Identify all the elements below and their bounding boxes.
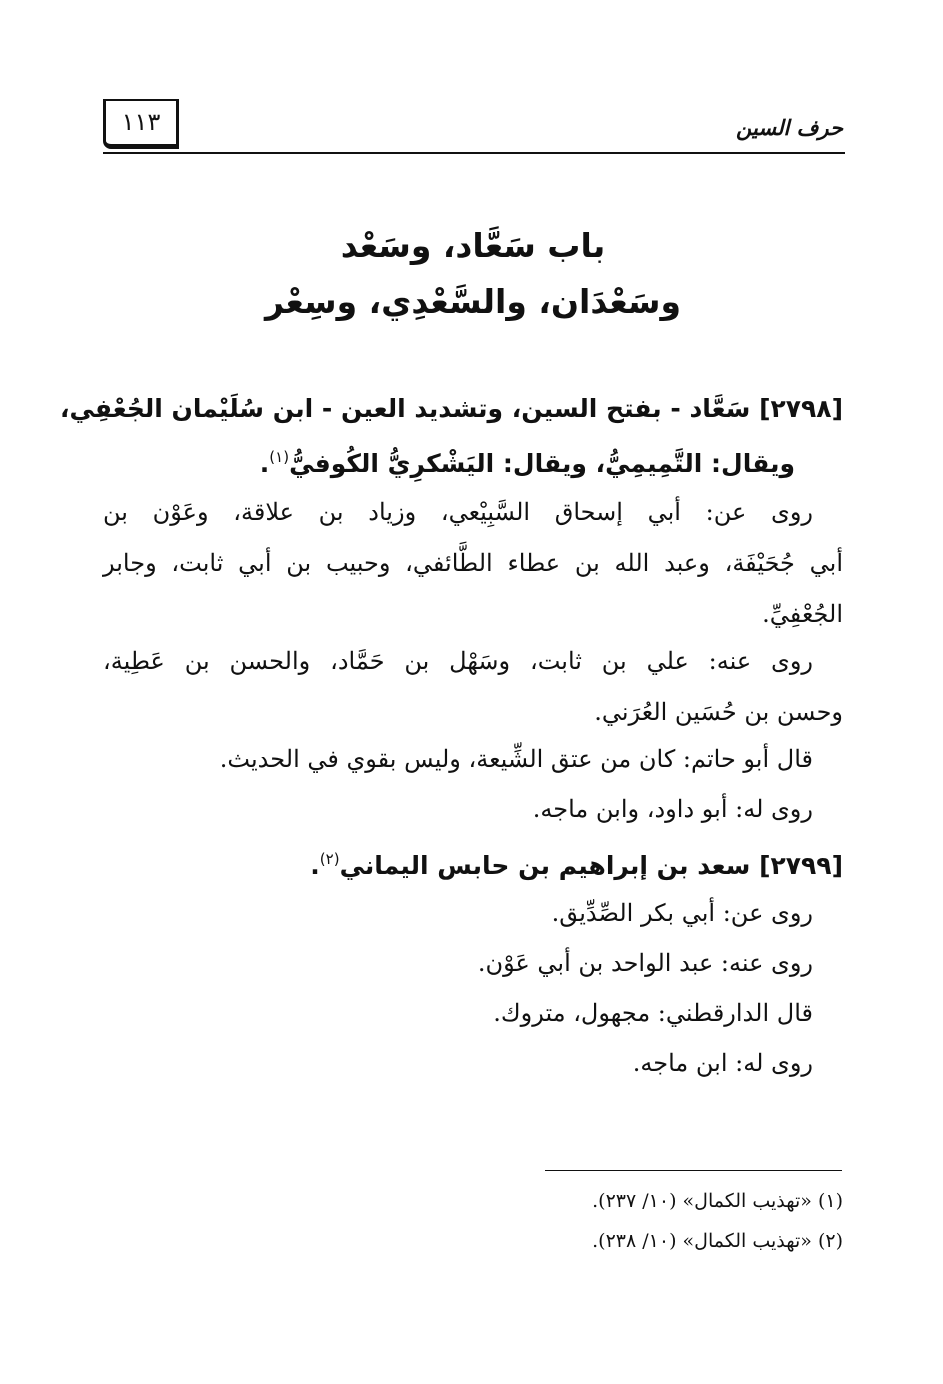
entry-heading-end: . — [310, 851, 320, 880]
narrated-by-line: روى عنه: علي بن ثابت، وسَهْل بن حَمَّاد، والحسن بن عَطِية، — [103, 647, 813, 675]
footnote-marker[interactable]: (١) — [269, 448, 290, 466]
footnote: (١) «تهذيب الكمال» (١٠/ ٢٣٧). — [592, 1190, 843, 1212]
critic-statement: قال أبو حاتم: كان من عتق الشِّيعة، وليس بقوي في الحديث. — [219, 745, 813, 773]
running-title: حرف السين — [736, 116, 843, 140]
entry-heading-continued — [260, 437, 795, 484]
footnote-marker[interactable]: (٢) — [319, 850, 340, 868]
entry-heading-end: . — [259, 449, 270, 478]
narrated-by-line: روى عنه: عبد الواحد بن أبي عَوْن. — [477, 949, 813, 977]
chapter-title-line2: وسَعْدَان، والسَّعْدِي، وسِعْر — [264, 282, 682, 321]
critic-statement: قال الدارقطني: مجهول، متروك. — [493, 999, 813, 1027]
entry-heading-text: ويقال: التَّمِيمِيُّ، ويقال: اليَشْكرِيُّ الكُوفيُّ — [289, 449, 795, 478]
entry-number: [٢٧٩٨] — [759, 394, 843, 423]
entry-number: [٢٧٩٩] — [759, 851, 843, 880]
narrated-from-line: أبي جُحَيْفَة، وعبد الله بن عطاء الطَّائفي، وحبيب بن أبي ثابت، وجابر — [103, 549, 843, 577]
entry-heading — [310, 839, 843, 886]
page-number: ١١٣ — [103, 99, 179, 149]
entry-heading-text: سَعَّاد - بفتح السين، وتشديد العين - ابن سُلَيْمان الجُعْفِي، — [59, 394, 751, 423]
narrated-from-line: الجُعْفِيِّ. — [762, 600, 843, 628]
narrated-from-line: روى عن: أبي إسحاق السَّبِيْعي، وزياد بن علاقة، وعَوْن بن — [103, 498, 813, 526]
entry-heading-text: سعد بن إبراهيم بن حابس اليماني — [339, 851, 751, 880]
narrated-from-line: روى عن: أبي بكر الصِّدِّيق. — [551, 899, 813, 927]
chapter-title-line1: باب سَعَّاد، وسَعْد — [340, 226, 606, 265]
header-rule — [103, 152, 845, 154]
entry-heading — [59, 389, 843, 429]
narrated-by-line: وحسن بن حُسَين العُرَني. — [594, 698, 843, 726]
narrated-for: روى له: أبو داود، وابن ماجه. — [532, 795, 813, 823]
footnote-separator — [545, 1170, 842, 1171]
footnote: (٢) «تهذيب الكمال» (١٠/ ٢٣٨). — [592, 1230, 843, 1252]
narrated-for: روى له: ابن ماجه. — [632, 1049, 813, 1077]
